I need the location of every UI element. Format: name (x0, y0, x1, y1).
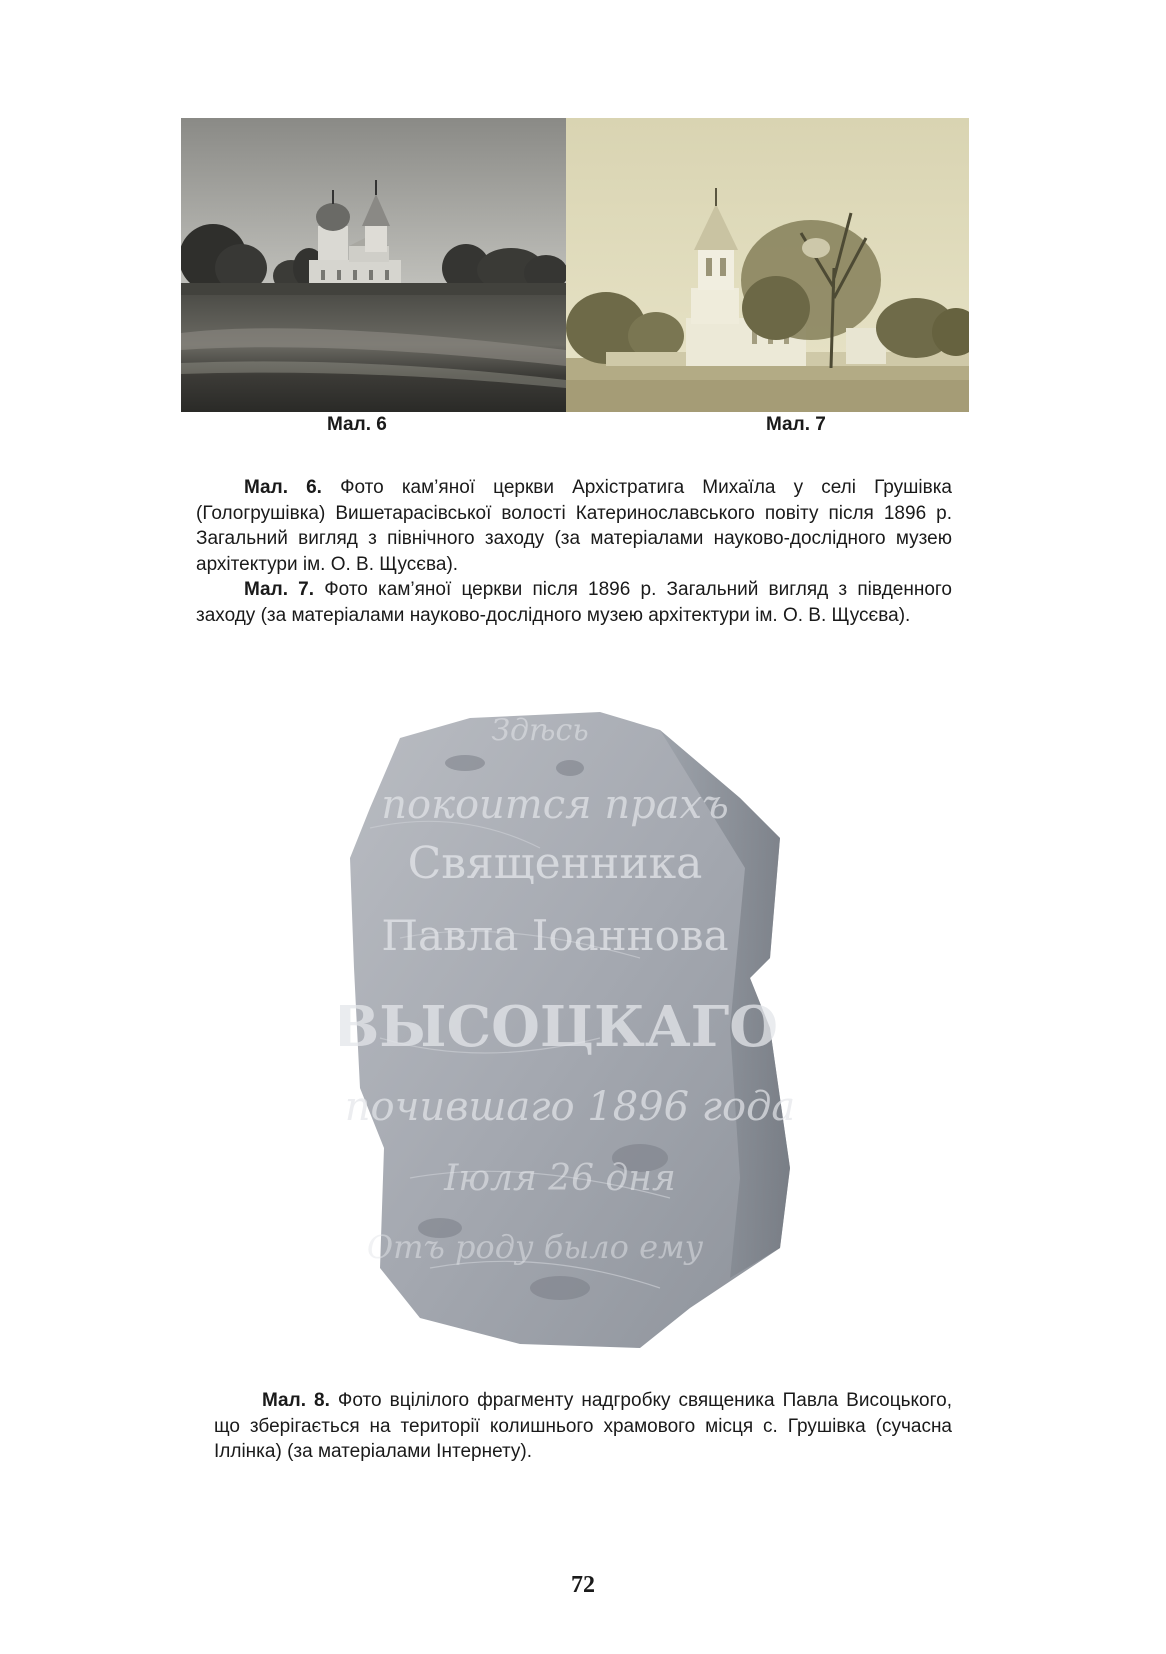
caption-figure-7 (196, 577, 952, 628)
tombstone-line-7: Іюля 26 дня (444, 1158, 676, 1199)
tombstone-line-1: Здѣсь (491, 713, 589, 748)
figures-6-7-caption (196, 475, 952, 628)
tombstone-line-5: ВЫСОЦКАГО (340, 994, 779, 1060)
figure-8-caption (214, 1388, 952, 1465)
church-photo-north-west (181, 118, 566, 412)
figure-6-label: Мал. 6 (327, 414, 387, 435)
figure-7-label: Мал. 7 (766, 414, 826, 435)
caption-figure-8-ref: Мал. 8. (262, 1390, 330, 1411)
caption-figure-6-ref: Мал. 6. (244, 477, 322, 498)
tombstone-line-2: покоится прахъ (381, 782, 729, 828)
tombstone-line-3: Священника (407, 838, 703, 889)
tombstone-line-6: почившаго 1896 года (344, 1084, 796, 1130)
tombstone-line-8: Отъ роду было ему (366, 1228, 704, 1266)
caption-figure-8-text: Фото вцілілого фрагменту надгробку священика Павла Висоцького, що зберігається на території колишнього храмового місця с. Грушівка (сучасна Іллінка) (за матеріалами Інтернету). (214, 1390, 952, 1462)
tombstone-photo (340, 708, 830, 1358)
caption-figure-7-ref: Мал. 7. (244, 579, 315, 600)
church-photo-6-image (181, 118, 566, 412)
caption-figure-6-text: Фото кам’яної церкви Архістратига Михаїла у селі Грушівка (Гологрушівка) Вишетарасівської волості Катеринославського повіту після 1896 р. Загальний вигляд з північного заходу (за матеріалами науково-дослідного музею архітектури ім. О. В. Щусєва). (196, 477, 952, 575)
tombstone-line-4: Павла Іоаннова (381, 911, 729, 960)
church-photo-7-image (566, 118, 969, 412)
page-number: 72 (571, 1572, 595, 1598)
caption-figure-8 (214, 1388, 952, 1465)
caption-figure-6 (196, 475, 952, 577)
tombstone-image (340, 708, 830, 1358)
church-photo-south-west (566, 118, 969, 412)
caption-figure-7-text: Фото кам’яної церкви після 1896 р. Загальний вигляд з південного заходу (за матеріалами науково-дослідного музею архітектури ім. О. В. Щусєва). (196, 579, 952, 626)
